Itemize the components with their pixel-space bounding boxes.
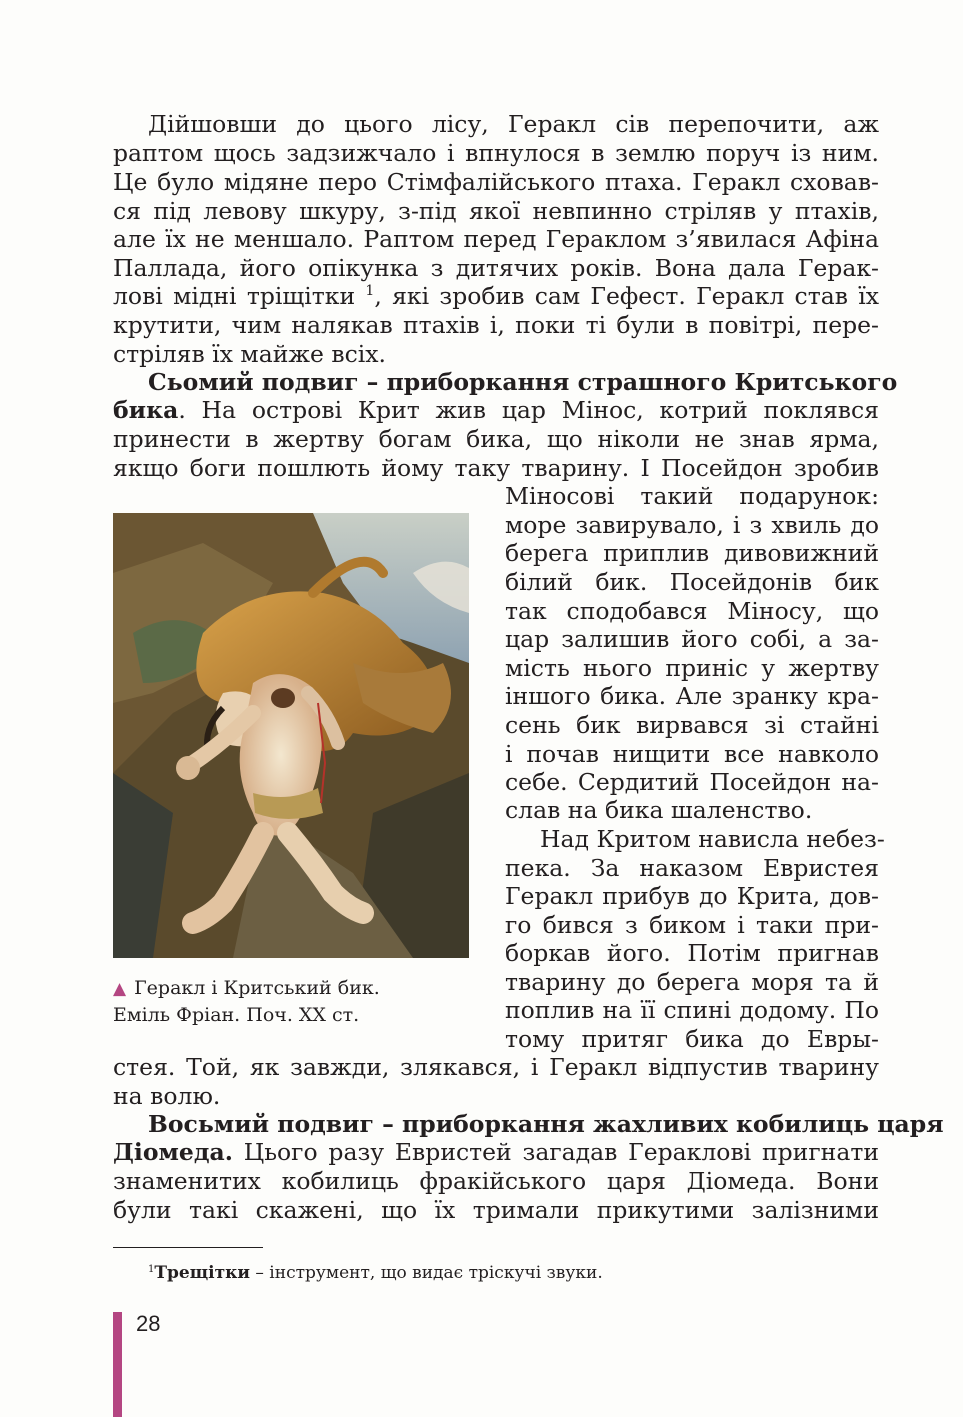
text-line: були такі скажені, що їх тримали прикутими залізними (113, 1196, 879, 1224)
text-line: поплив на її спині додому. По (505, 996, 879, 1024)
text-line: цар залишив його собі, а за- (505, 625, 879, 653)
text-line: пека. За наказом Евристея (505, 854, 879, 882)
text-line: боркав його. Потім пригнав (505, 939, 879, 967)
text-line: го бився з биком і таки при- (505, 911, 879, 939)
page-number: 28 (136, 1311, 161, 1336)
caption-line (113, 975, 483, 1002)
footnote-number: 1 (148, 1264, 155, 1275)
text-line: крутити, чим налякав птахів і, поки ті були в повітрі, пере- (113, 311, 879, 339)
text-line: так сподобався Міносу, що (505, 597, 879, 625)
text-line (113, 1138, 879, 1167)
section-heading: Восьмий подвиг – приборкання жахливих кобилиць царя (148, 1110, 944, 1138)
text-line: слав на бика шаленство. (505, 796, 813, 824)
footnote-term: Трещітки (154, 1263, 250, 1283)
painting-image (113, 513, 469, 958)
text-line: іншого бика. Але зранку кра- (505, 682, 879, 710)
text-line: знаменитих кобилиць фракійського царя Діомеда. Вони (113, 1167, 879, 1195)
section-heading: Сьомий подвиг – приборкання страшного Критського (148, 368, 898, 396)
text-line: сень бик вирвався зі стайні (505, 711, 879, 739)
footnote-definition: – інструмент, що видає тріскучі звуки. (250, 1263, 603, 1283)
text-line: море завирувало, і з хвиль до (505, 511, 879, 539)
text-segment: . На острові Крит жив цар Мінос, котрий поклявся (178, 396, 879, 424)
text-line: Паллада, його опікунка з дитячих років. Вона дала Герак- (113, 254, 879, 282)
figure-caption (113, 975, 483, 1028)
text-line: Над Критом нависла небез- (540, 825, 885, 853)
text-line (113, 396, 879, 425)
text-line: берега приплив дивовижний (505, 539, 879, 567)
text-line: якщо боги пошлють йому таку тварину. І Посейдон зробив (113, 454, 879, 482)
text-line: стріляв їх майже всіх. (113, 340, 386, 368)
text-line (113, 282, 879, 311)
text-line: стея. Той, як завжди, злякався, і Геракл відпустив тварину (113, 1053, 879, 1081)
footnote (148, 1258, 603, 1285)
footnote-marker: 1 (365, 283, 375, 299)
text-line: Геракл прибув до Крита, дов- (505, 882, 879, 910)
text-line: Дійшовши до цього лісу, Геракл сів перепочити, аж (148, 110, 879, 138)
text-line: Це було мідяне перо Стімфалійського птаха. Геракл сховав- (113, 168, 879, 196)
text-line: мість нього приніс у жертву (505, 654, 879, 682)
text-line: себе. Сердитий Посейдон на- (505, 768, 879, 796)
text-segment: лові мідні тріщітки (113, 282, 356, 310)
text-line: Міносові такий подарунок: (505, 482, 879, 510)
caption-line: Еміль Фріан. Поч. XX ст. (113, 1004, 360, 1026)
section-heading-cont: Діомеда. (113, 1138, 233, 1166)
text-segment: , які зробив сам Гефест. Геракл став їх (374, 282, 879, 310)
text-line: тварину до берега моря та й (505, 968, 879, 996)
text-line: раптом щось задзижчало і впнулося в землю поруч із ним. (113, 139, 879, 167)
text-line: і почав нищити все навколо (505, 740, 879, 768)
footnote-divider (113, 1247, 263, 1248)
text-line: але їх не меншало. Раптом перед Гераклом з’явилася Афіна (113, 225, 879, 253)
text-line: білий бик. Посейдонів бик (505, 568, 879, 596)
text-segment: Цього разу Евристей загадав Гераклові пригнати (232, 1138, 879, 1166)
text-line: принести в жертву богам бика, що ніколи не знав ярма, (113, 425, 879, 453)
section-heading-cont: бика (113, 396, 179, 424)
text-line: на волю. (113, 1082, 221, 1110)
text-line: ся під левову шкуру, з-під якої невпинно стріляв у птахів, (113, 197, 879, 225)
page-accent-bar (113, 1312, 122, 1417)
text-line: тому притяг бика до Евры- (505, 1025, 879, 1053)
caption-text: Геракл і Критський бик. (134, 977, 380, 999)
triangle-up-icon: ▲ (113, 979, 127, 999)
